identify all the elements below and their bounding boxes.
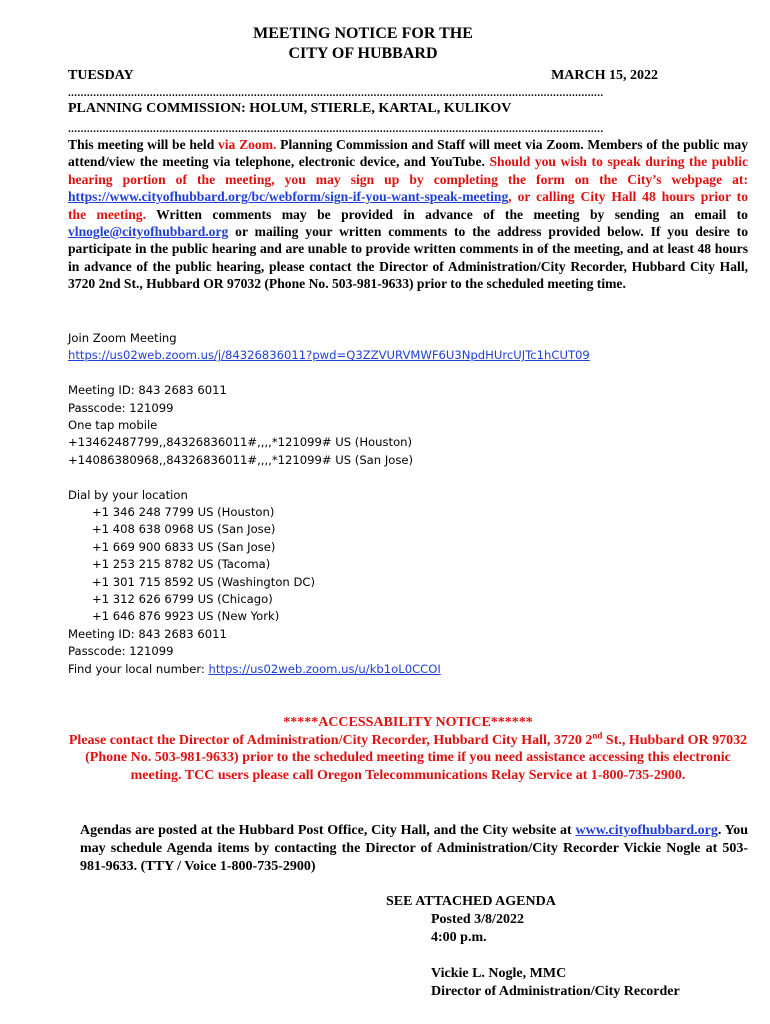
- intro-paragraph: [68, 136, 748, 293]
- speak-signup-text: Should you wish to speak during the public hearing portion of the meeting, you may sign up by completing the form on the City’s webpage at:: [68, 154, 748, 187]
- city-website-link[interactable]: www.cityofhubbard.org: [575, 823, 718, 838]
- intro-text-3: Written comments may be provided in advance of the meeting by sending an email to: [146, 206, 748, 222]
- meeting-id: Meeting ID: 843 2683 6011: [68, 383, 227, 398]
- find-local-label: Find your local number:: [68, 661, 209, 676]
- agenda-paragraph: Agendas are posted at the Hubbard Post Office, City Hall, and the City website at www.cityofhubbard.org. You may schedule Agenda items by contacting the Director of Administration/City Recorder Vickie Nogle at 503-981-9633. (TTY / Voice 1-800-735-2900): [80, 823, 748, 874]
- page-title: [0, 24, 726, 64]
- zoom-info: [68, 330, 748, 678]
- intro-text-1: This meeting will be held: [68, 137, 218, 152]
- accessibility-title: *****ACCESSABILITY NOTICE******: [283, 715, 533, 730]
- meeting-day: TUESDAY: [68, 68, 134, 83]
- dial-number: +1 312 626 6799 US (Chicago): [92, 592, 273, 607]
- date-row: [68, 67, 658, 84]
- intro-text-2: Planning Commission and Staff will meet via Zoom. Members of the public may attend/view the meeting via telephone, electronic device, and YouTube.: [68, 137, 748, 170]
- one-tap-san-jose: +14086380968,,84326836011#,,,,*121099# US (San Jose): [68, 452, 414, 467]
- via-zoom-text: via Zoom.: [217, 137, 277, 152]
- signatory-name: Vickie L. Nogle, MMC: [431, 966, 567, 981]
- dotted-divider-1: ..........................................................................................................................................................................: [68, 90, 604, 96]
- dial-number: +1 669 900 6833 US (San Jose): [92, 539, 276, 554]
- join-zoom-link[interactable]: https://us02web.zoom.us/j/84326836011?pwd=Q3ZZVURVMWF6U3NpdHUrcUJTc1hCUT09: [68, 348, 590, 363]
- calling-city-hall-text: , or calling City Hall 48 hours prior to the meeting.: [68, 189, 748, 222]
- title-line-2: CITY OF HUBBARD: [288, 45, 438, 62]
- dial-number: +1 408 638 0968 US (San Jose): [92, 522, 276, 537]
- passcode-2: Passcode: 121099: [68, 644, 174, 659]
- dial-number: +1 346 248 7799 US (Houston): [92, 505, 275, 520]
- find-local-link[interactable]: https://us02web.zoom.us/u/kb1oL0CCOI: [208, 661, 441, 676]
- dial-label: Dial by your location: [68, 487, 188, 502]
- see-attached-agenda: SEE ATTACHED AGENDA: [386, 894, 556, 909]
- meeting-date: MARCH 15, 2022: [551, 68, 658, 83]
- dial-number: +1 301 715 8592 US (Washington DC): [92, 574, 316, 589]
- posted-time: 4:00 p.m.: [431, 930, 487, 945]
- signup-form-link[interactable]: https://www.cityofhubbard.org/bc/webform/sign-if-you-want-speak-meeting: [68, 189, 509, 205]
- commission-members: PLANNING COMMISSION: HOLUM, STIERLE, KARTAL, KULIKOV: [68, 101, 512, 116]
- dial-number: +1 253 215 8782 US (Tacoma): [92, 557, 271, 572]
- accessibility-notice: [68, 714, 748, 784]
- title-line-1: MEETING NOTICE FOR THE: [253, 25, 473, 42]
- intro-text-4: or mailing your written comments to the address provided below. If you desire to participate in the public hearing and are unable to provide written comments in of the meeting, and at least 48 hours in advance of the public hearing, please contact the Director of Administration/City Recorder, Hubbard City Hall, 3720 2nd St., Hubbard OR 97032 (Phone No. 503-981-9633) prior to the scheduled meeting time.: [68, 224, 748, 292]
- signatory-title: Director of Administration/City Recorder: [431, 984, 680, 999]
- passcode: Passcode: 121099: [68, 400, 174, 415]
- accessibility-text: Please contact the Director of Administration/City Recorder, Hubbard City Hall, 3720 2nd St., Hubbard OR 97032 (Phone No. 503-981-9633) prior to the scheduled meeting time if you need assistance accessing this electronic meeting. TCC users please call Oregon Telecommunications Relay Service at 1-800-735-2900.: [68, 729, 748, 783]
- dotted-divider-2: ..........................................................................................................................................................................: [68, 126, 604, 132]
- email-link[interactable]: vlnogle@cityofhubbard.org: [68, 224, 229, 240]
- posted-date: Posted 3/8/2022: [431, 912, 524, 927]
- dial-number: +1 646 876 9923 US (New York): [92, 609, 280, 624]
- join-zoom-label: Join Zoom Meeting: [68, 331, 177, 345]
- meeting-id-2: Meeting ID: 843 2683 6011: [68, 626, 227, 641]
- one-tap-label: One tap mobile: [68, 418, 158, 433]
- one-tap-houston: +13462487799,,84326836011#,,,,*121099# US (Houston): [68, 435, 413, 450]
